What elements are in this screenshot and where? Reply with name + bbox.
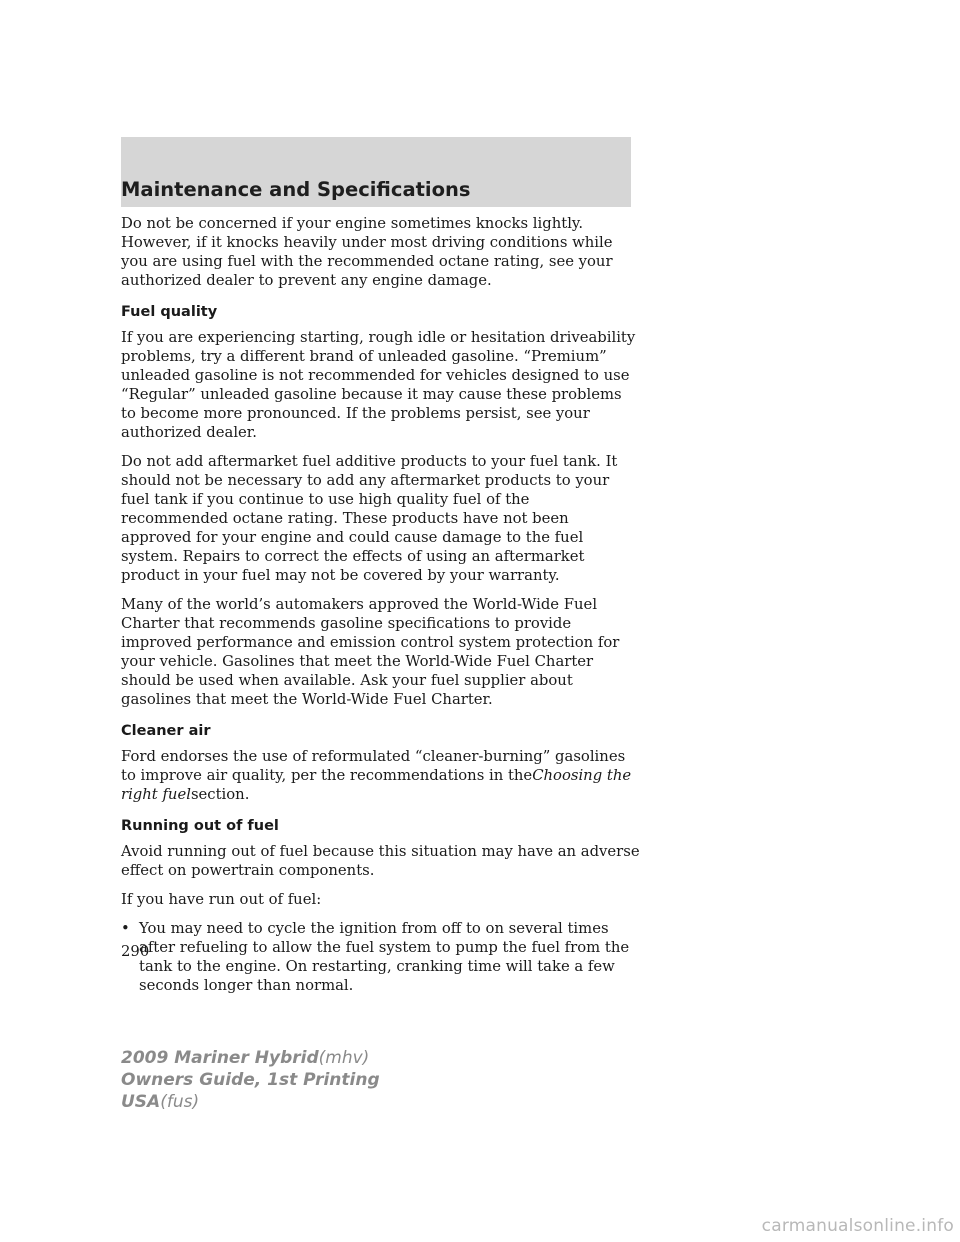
bullet-list	[121, 919, 641, 995]
cleaner-air-tail: section.	[190, 786, 250, 803]
paragraph-engine-knock: Do not be concerned if your engine sometimes knocks lightly. However, if it knocks heavily under most driving conditions while you are using fuel with the recommended octane rating, see your authorized dealer to prevent any engine damage.	[121, 215, 613, 289]
paragraph-running-out-1: Avoid running out of fuel because this situation may have an adverse effect on powertrain components.	[121, 843, 640, 879]
list-item-text: You may need to cycle the ignition from off to on several times after refueling to allow the fuel system to pump the fuel from the tank to the engine. On restarting, cranking time will take a few seconds longer than normal.	[139, 920, 630, 994]
footer-line-3	[121, 1091, 380, 1113]
heading-running-out-of-fuel: Running out of fuel	[121, 818, 279, 834]
bullet-icon: •	[121, 920, 130, 937]
footer-edition-info	[121, 1047, 380, 1113]
cleaner-air-lead: Ford endorses the use of reformulated “cleaner-burning” gasolines to improve air quality, per the recommendations in the	[121, 748, 626, 784]
paragraph-fuel-quality-3: Many of the world’s automakers approved the World-Wide Fuel Charter that recommends gasoline specifications to provide improved performance and emission control system protection for your vehicle. Gasolines that meet the World-Wide Fuel Charter should be used when available. Ask your fuel supplier about gasolines that meet the World-Wide Fuel Charter.	[121, 596, 620, 708]
cross-reference-link: Choosing the right fuel	[121, 767, 632, 803]
footer-market: USA	[121, 1092, 161, 1112]
watermark: carmanualsonline.info	[761, 1216, 954, 1236]
paragraph-running-out-2: If you have run out of fuel:	[121, 891, 322, 908]
page-content	[121, 214, 641, 995]
footer-market-code: (fus)	[160, 1092, 200, 1112]
page-number: 290	[121, 943, 150, 960]
footer-line-2: Owners Guide, 1st Printing	[121, 1070, 380, 1090]
page-title: Maintenance and Specifications	[121, 178, 471, 201]
paragraph-fuel-quality-2: Do not add aftermarket fuel additive products to your fuel tank. It should not be necessary to add any aftermarket products to your fuel tank if you continue to use high quality fuel of the recommended octane rating. These products have not been approved for your engine and could cause damage to the fuel system. Repairs to correct the effects of using an aftermarket product in your fuel may not be covered by your warranty.	[121, 453, 618, 584]
paragraph-fuel-quality-1: If you are experiencing starting, rough idle or hesitation driveability problems, try a different brand of unleaded gasoline. “Premium” unleaded gasoline is not recommended for vehicles designed to use “Regular” unleaded gasoline because it may cause these problems to become more pronounced. If the problems persist, see your authorized dealer.	[121, 329, 636, 441]
footer-line-1	[121, 1047, 380, 1069]
list-item	[121, 919, 641, 995]
heading-fuel-quality: Fuel quality	[121, 304, 218, 320]
heading-cleaner-air: Cleaner air	[121, 723, 211, 739]
footer-model: 2009 Mariner Hybrid	[121, 1048, 319, 1068]
paragraph-cleaner-air	[121, 747, 641, 804]
footer-model-code: (mhv)	[318, 1048, 370, 1068]
